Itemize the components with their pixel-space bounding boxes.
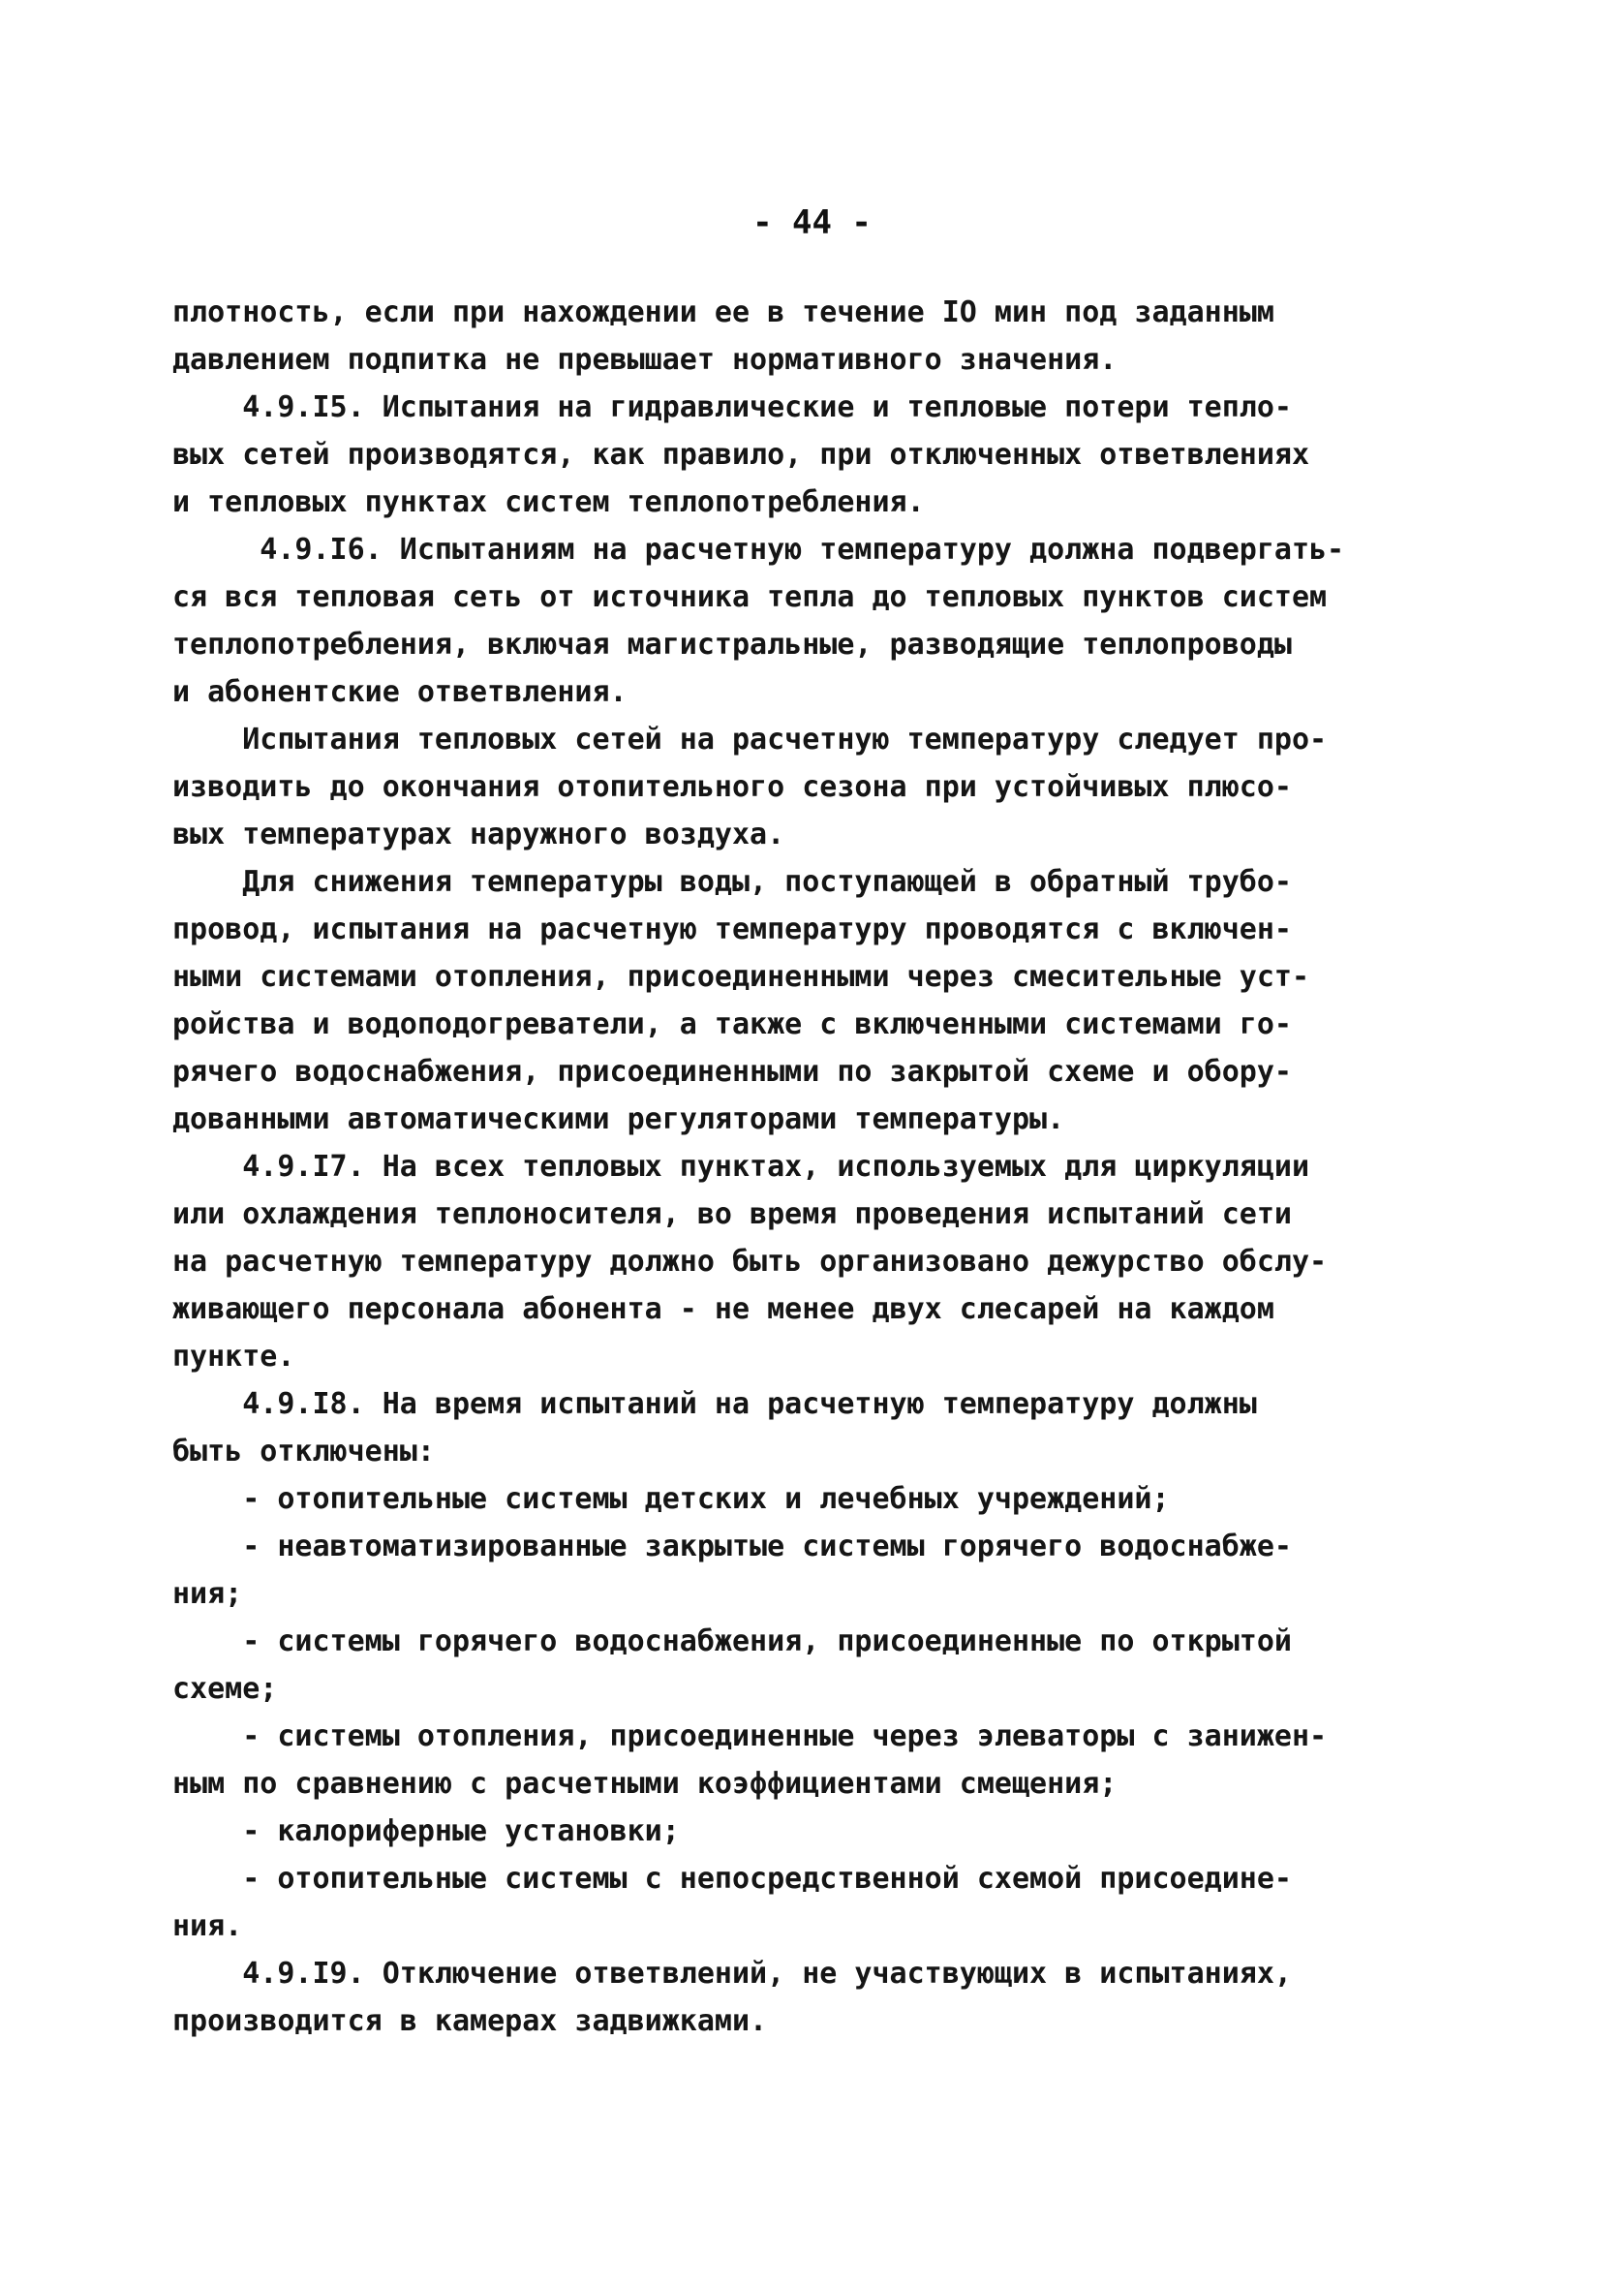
text-line: ройства и водоподогреватели, а также с включенными системами го-: [172, 1007, 1292, 1041]
text-line: вых температурах наружного воздуха.: [172, 818, 785, 851]
text-line: - калориферные установки;: [172, 1814, 680, 1848]
text-line: ния.: [172, 1909, 243, 1943]
text-line: ными системами отопления, присоединенными через смесительные уст-: [172, 960, 1309, 994]
text-line: и тепловых пунктах систем теплопотребления.: [172, 485, 925, 519]
text-line: провод, испытания на расчетную температуру проводятся с включен-: [172, 912, 1292, 946]
text-line: 4.9.I6. Испытаниям на расчетную температуру должна подвергать-: [172, 533, 1345, 567]
text-line: вых сетей производятся, как правило, при отключенных ответвлениях: [172, 438, 1309, 472]
text-line: на расчетную температуру должно быть организовано дежурство обслу-: [172, 1245, 1328, 1279]
text-line: теплопотребления, включая магистральные, разводящие теплопроводы: [172, 628, 1292, 662]
text-line: живающего персонала абонента - не менее двух слесарей на каждом: [172, 1292, 1274, 1326]
text-line: производится в камерах задвижками.: [172, 2004, 768, 2038]
document-body: [172, 289, 1470, 2045]
text-line: ся вся тепловая сеть от источника тепла до тепловых пунктов систем: [172, 580, 1328, 614]
text-line: изводить до окончания отопительного сезона при устойчивых плюсо-: [172, 770, 1292, 804]
text-line: ния;: [172, 1577, 243, 1611]
text-line: быть отключены:: [172, 1435, 435, 1469]
text-line: - системы горячего водоснабжения, присоединенные по открытой: [172, 1624, 1292, 1658]
text-line: плотность, если при нахождении ее в течение IO мин под заданным: [172, 295, 1274, 329]
text-line: давлением подпитка не превышает нормативного значения.: [172, 343, 1118, 377]
text-line: 4.9.I8. На время испытаний на расчетную температуру должны: [172, 1387, 1257, 1421]
text-line: 4.9.I7. На всех тепловых пунктах, используемых для циркуляции: [172, 1150, 1309, 1184]
text-line: 4.9.I9. Отключение ответвлений, не участвующих в испытаниях,: [172, 1957, 1292, 1991]
text-line: - отопительные системы детских и лечебных учреждений;: [172, 1482, 1170, 1516]
text-line: рячего водоснабжения, присоединенными по закрытой схеме и обору-: [172, 1055, 1292, 1089]
text-line: - неавтоматизированные закрытые системы горячего водоснабже-: [172, 1530, 1292, 1563]
text-line: схеме;: [172, 1672, 278, 1706]
text-line: Для снижения температуры воды, поступающей в обратный трубо-: [172, 865, 1292, 899]
text-line: и абонентские ответвления.: [172, 675, 628, 709]
text-line: - системы отопления, присоединенные через элеваторы с занижен-: [172, 1719, 1328, 1753]
page-number: - 44 -: [752, 203, 872, 242]
text-line: или охлаждения теплоносителя, во время проведения испытаний сети: [172, 1197, 1292, 1231]
text-line: - отопительные системы с непосредственной схемой присоедине-: [172, 1862, 1292, 1896]
text-line: ным по сравнению с расчетными коэффициентами смещения;: [172, 1767, 1118, 1801]
text-line: дованными автоматическими регуляторами температуры.: [172, 1102, 1065, 1136]
text-line: Испытания тепловых сетей на расчетную температуру следует про-: [172, 723, 1328, 757]
text-line: 4.9.I5. Испытания на гидравлические и тепловые потери тепло-: [172, 390, 1292, 424]
text-line: пункте.: [172, 1340, 295, 1374]
